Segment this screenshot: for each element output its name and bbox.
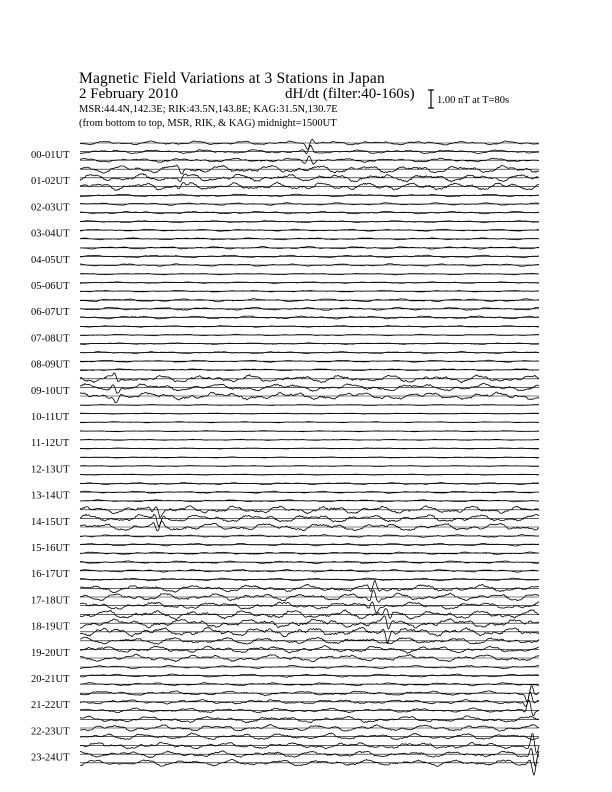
hour-row-13-14UT <box>31 483 539 502</box>
row-label: 12-13UT <box>31 464 70 476</box>
hour-row-06-07UT <box>31 299 539 320</box>
row-label: 20-21UT <box>31 674 70 685</box>
trace-MSR <box>80 474 539 475</box>
row-label: 07-08UT <box>31 333 70 345</box>
hour-row-21-22UT <box>31 686 539 716</box>
row-label: 17-18UT <box>31 595 70 607</box>
hour-row-10-11UT <box>31 405 539 424</box>
hour-row-02-03UT <box>31 194 539 214</box>
row-label: 14-15UT <box>31 516 70 528</box>
trace-KAG <box>80 194 539 197</box>
row-label: 09-10UT <box>31 385 70 397</box>
row-label: 22-23UT <box>31 726 70 738</box>
trace-RIK <box>80 413 539 414</box>
trace-KAG <box>80 405 539 406</box>
row-label: 03-04UT <box>31 228 70 240</box>
row-label: 16-17UT <box>31 569 70 581</box>
chart-title: Magnetic Field Variations at 3 Stations in Japan <box>79 70 385 87</box>
row-label: 15-16UT <box>31 543 70 554</box>
hour-row-14-15UT <box>31 506 539 531</box>
hour-row-23-24UT <box>31 734 539 776</box>
row-label: 21-22UT <box>31 700 70 712</box>
trace-RIK <box>80 590 539 602</box>
row-label: 04-05UT <box>31 254 70 266</box>
trace-RIK <box>80 203 539 206</box>
row-label: 18-19UT <box>31 621 70 633</box>
hour-row-19-20UT <box>31 637 539 662</box>
trace-MSR <box>80 392 539 403</box>
trace-KAG <box>80 431 539 432</box>
station-order-note: (from bottom to top, MSR, RIK, & KAG) midnight=1500UT <box>79 118 337 129</box>
trace-KAG <box>80 373 539 383</box>
hour-row-15-16UT <box>31 535 539 555</box>
row-label: 01-02UT <box>31 176 70 188</box>
date-label: 2 February 2010 <box>79 86 179 102</box>
trace-RIK <box>80 616 539 629</box>
trace-KAG <box>80 506 539 518</box>
trace-KAG <box>80 686 539 702</box>
row-label: 06-07UT <box>31 307 70 319</box>
hour-row-09-10UT <box>31 373 539 403</box>
hour-row-04-05UT <box>31 247 539 267</box>
hour-row-16-17UT <box>31 561 539 581</box>
hour-row-01-02UT <box>31 165 539 190</box>
hour-row-05-06UT <box>31 273 539 292</box>
scale-label: 1.00 nT at T=80s <box>437 95 510 106</box>
hour-row-17-18UT <box>31 581 539 613</box>
row-label: 23-24UT <box>31 752 70 764</box>
trace-RIK <box>80 514 539 526</box>
row-label: 19-20UT <box>31 647 70 659</box>
trace-RIK <box>80 439 539 440</box>
hour-row-08-09UT <box>31 351 539 370</box>
trace-MSR <box>80 521 539 531</box>
trace-MSR <box>80 369 539 371</box>
hour-row-18-19UT <box>31 609 539 643</box>
trace-MSR <box>80 627 539 643</box>
row-label: 11-12UT <box>31 438 70 450</box>
quantity-label: dH/dt (filter:40-160s) <box>285 86 415 102</box>
trace-RIK <box>80 145 539 154</box>
trace-MSR <box>80 755 539 775</box>
row-label: 13-14UT <box>31 490 70 502</box>
hour-row-03-04UT <box>31 221 539 240</box>
trace-MSR <box>80 602 539 613</box>
hour-row-12-13UT <box>31 457 539 476</box>
row-label: 02-03UT <box>31 202 70 214</box>
trace-KAG <box>80 457 539 458</box>
trace-RIK <box>80 383 539 393</box>
hour-row-11-12UT <box>31 431 539 450</box>
row-label: 05-06UT <box>31 281 70 292</box>
trace-MSR <box>80 552 539 555</box>
hour-row-00-01UT <box>31 139 539 164</box>
trace-KAG <box>80 581 539 593</box>
row-label: 08-09UT <box>31 359 70 371</box>
row-label: 00-01UT <box>31 150 70 161</box>
trace-KAG <box>80 609 539 620</box>
trace-KAG <box>80 535 539 538</box>
scale-bar <box>428 90 434 108</box>
station-coordinates: MSR:44.4N,142.3E; RIK:43.5N,143.8E; KAG:31.5N,130.7E <box>79 104 338 115</box>
hour-row-22-23UT <box>31 716 539 740</box>
trace-RIK <box>80 466 539 467</box>
row-label: 10-11UT <box>31 412 70 423</box>
hour-row-20-21UT <box>31 665 539 686</box>
hour-row-07-08UT <box>31 326 539 345</box>
